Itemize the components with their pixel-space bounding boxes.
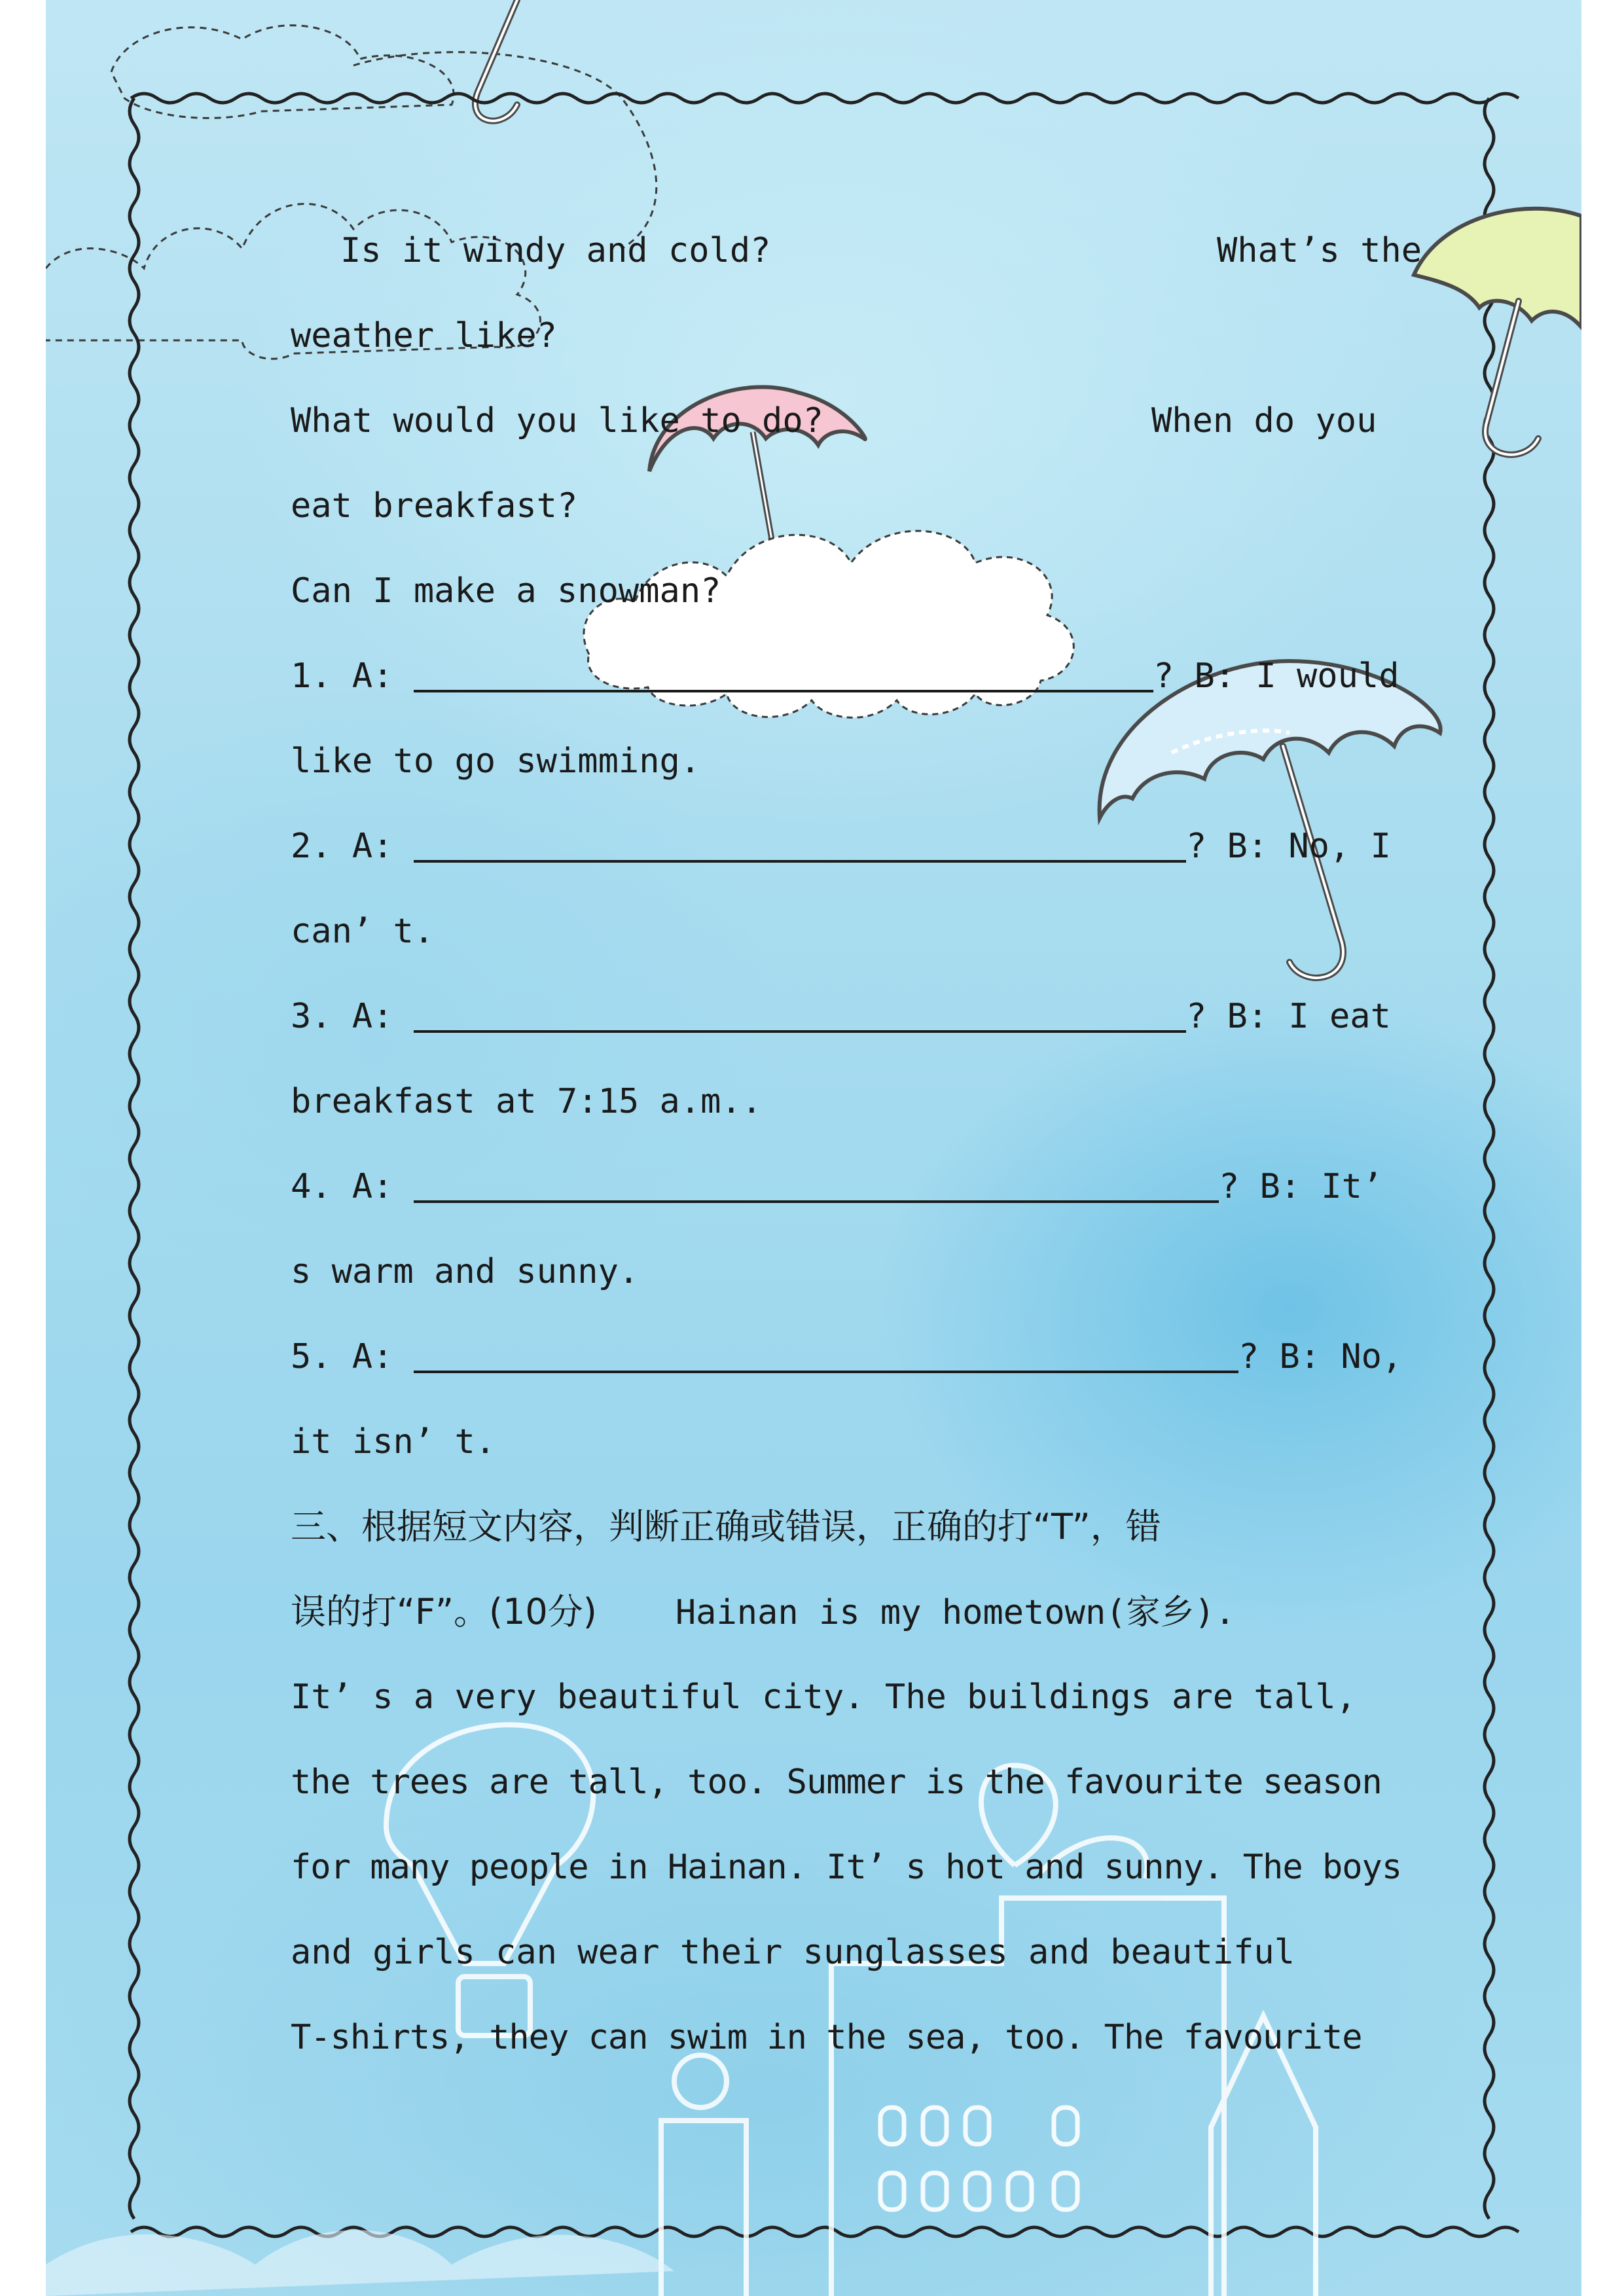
option-whats-the: What’s the bbox=[1217, 231, 1422, 270]
worksheet-page bbox=[46, 0, 1581, 2296]
wavy-frame-left bbox=[130, 98, 139, 2219]
question-bank-row-1 bbox=[291, 208, 1430, 293]
option-like-to-do: What would you like to do? bbox=[291, 401, 823, 440]
dialogue-1-continued: like to go swimming. bbox=[291, 742, 701, 781]
worksheet-text bbox=[291, 208, 1430, 2080]
dialogue-3: 3. A: ? B: I eat bbox=[291, 974, 1430, 1059]
question-bank-row-4 bbox=[291, 463, 1430, 548]
wavy-frame-top bbox=[131, 94, 1519, 103]
option-weather-like: weather like? bbox=[291, 316, 557, 355]
question-bank-row-5 bbox=[291, 548, 1430, 634]
dialogue-5-continued: it isn’ t. bbox=[291, 1422, 496, 1462]
question-bank-row-3 bbox=[291, 378, 1430, 463]
passage-line-4: and girls can wear their sunglasses and beautiful bbox=[291, 1933, 1295, 1972]
tower-outline-icon bbox=[661, 2121, 746, 2296]
section3-heading: 三、根据短文内容，判断正确或错误，正确的打“T”，错 bbox=[291, 1506, 1161, 1547]
answer-blank-1[interactable] bbox=[414, 651, 1153, 692]
building-windows-icon bbox=[880, 2108, 1077, 2210]
passage-line-5: T-shirts, they can swim in the sea, too. The favourite bbox=[291, 2018, 1362, 2057]
answer-blank-5[interactable] bbox=[414, 1331, 1238, 1373]
passage-line-2: the trees are tall, too. Summer is the favourite season bbox=[291, 1763, 1382, 1802]
dialogue-2-continued: can’ t. bbox=[291, 912, 435, 951]
passage-line-3: for many people in Hainan. It’ s hot and sunny. The boys bbox=[291, 1848, 1402, 1887]
question-bank-row-2 bbox=[291, 293, 1430, 378]
answer-blank-2[interactable] bbox=[414, 821, 1186, 863]
dialogue-3-continued: breakfast at 7:15 a.m.. bbox=[291, 1082, 763, 1121]
yellow-umbrella-icon bbox=[1414, 209, 1581, 455]
dialogue-1: 1. A: ? B: I would bbox=[291, 634, 1430, 719]
answer-blank-3[interactable] bbox=[414, 991, 1186, 1033]
answer-blank-4[interactable] bbox=[414, 1161, 1219, 1203]
option-eat-breakfast: eat breakfast? bbox=[291, 486, 578, 526]
dialogue-4-continued: s warm and sunny. bbox=[291, 1252, 640, 1291]
option-make-snowman: Can I make a snowman? bbox=[291, 571, 721, 611]
bottom-cloud-band bbox=[46, 2230, 674, 2296]
dashed-cloud-upper bbox=[111, 26, 454, 118]
dialogue-4: 4. A: ? B: It’ bbox=[291, 1144, 1430, 1229]
dialogue-2: 2. A: ? B: No, I bbox=[291, 804, 1430, 889]
option-windy-cold: Is it windy and cold? bbox=[340, 231, 771, 270]
option-when-do-you: When do you bbox=[1151, 401, 1377, 440]
section3-heading-continued: 误的打“F”。(10分) Hainan is my hometown(家乡). bbox=[291, 1591, 1236, 1632]
passage-first-sentence: Hainan is my hometown(家乡). bbox=[675, 1593, 1236, 1632]
passage-line-1: It’ s a very beautiful city. The buildings are tall, bbox=[291, 1677, 1356, 1717]
dialogue-5: 5. A: ? B: No, bbox=[291, 1314, 1430, 1399]
